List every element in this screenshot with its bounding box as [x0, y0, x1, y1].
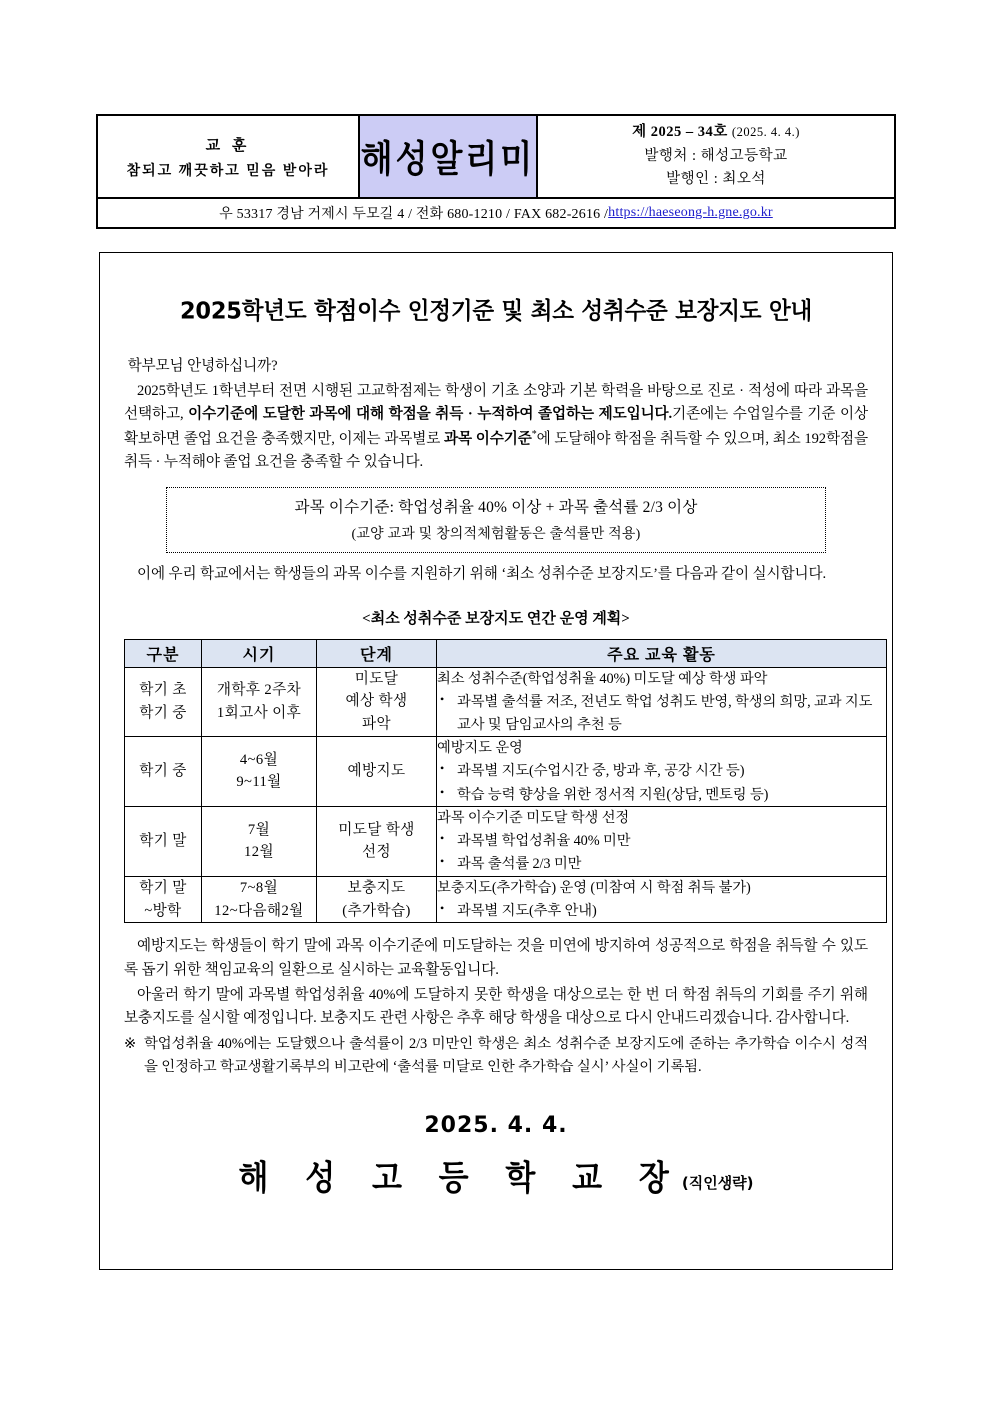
cell-activity [437, 667, 887, 736]
table-body [125, 667, 887, 923]
greeting-text: 학부모님 안녕하십니까? [127, 358, 278, 374]
criterion-line-1: 과목 이수기준: 학업성취율 40% 이상 + 과목 출석률 2/3 이상 [294, 499, 698, 517]
cell-gubun: 학기 초 학기 중 [125, 667, 202, 736]
intro-part-bold-2: 과목 이수기준 [444, 430, 532, 447]
plan-table-caption: <최소 성취수준 보장지도 연간 운영 계획> [362, 610, 630, 627]
activity-list-item: • 과목별 지도(수업시간 중, 방과 후, 공강 시간 등) [437, 760, 886, 782]
footnote-text: 학업성취율 40%에는 도달했으나 출석률이 2/3 미만인 학생은 최소 성취수준 보장지도에 준하는 추가학습 이수시 성적을 인정하고 학교생활기록부의 비고란에 ‘출석률 미달로 인한 추가학습 실시’ 사실이 기록됨. [144, 1035, 868, 1075]
publication-info-block [538, 116, 894, 197]
motto-title: 교 훈 [205, 137, 251, 154]
issue-line [632, 121, 800, 144]
cell-activity [437, 876, 887, 923]
activity-list-item: • 과목 출석률 2/3 미만 [437, 853, 886, 875]
intro-part-a: 2025학년도 1학년부터 전면 시행된 고교학점제는 학생이 기초 소양과 기본 학력을 바탕으로 진로 · 적성에 따라 과목을 선택하고, [124, 382, 868, 423]
closing-section [124, 935, 868, 1079]
signature-principal-title: 해 성 고 등 학 교 장 [238, 1158, 682, 1199]
activity-list [437, 900, 886, 922]
table-head [125, 639, 887, 667]
newsletter-brand-title: 해성알리미 [360, 136, 536, 181]
criterion-line-2: (교양 교과 및 창의적체험활동은 출석률만 적용) [351, 527, 641, 543]
intro-part-c: 기존에는 수업일수를 기준 이상 확보하면 졸업 요건을 충족했지만, 이제는 과목별로 [124, 406, 868, 447]
address-text: 우 53317 경남 거제시 두모길 4 / 전화 680-1210 / FAX 682-2616 / [219, 207, 609, 222]
motto-text: 참되고 깨끗하고 믿음 받아라 [126, 163, 330, 179]
page-title: 2025학년도 학점이수 인정기준 및 최소 성취수준 보장지도 안내 [179, 297, 813, 325]
cell-sigi: 4~6월 9~11월 [202, 737, 317, 807]
table-row [125, 737, 887, 807]
masthead-top [96, 114, 896, 198]
intro-part-bold-1: 이수기준에 도달한 과목에 대해 학점을 취득 · 누적하여 졸업하는 제도입니다. [188, 406, 673, 423]
criterion-callout-box [166, 487, 826, 553]
signature-seal-omitted: (직인생략) [681, 1174, 754, 1193]
school-motto-block [98, 116, 360, 197]
cell-dangye: 보충지도 (추가학습) [317, 876, 437, 923]
address-bar [96, 198, 896, 229]
cell-dangye: 미도달 예상 학생 파악 [317, 667, 437, 736]
issue-date: (2025. 4. 4.) [731, 125, 800, 140]
th-dangye: 단계 [317, 639, 437, 667]
table-row [125, 806, 887, 876]
th-activity: 주요 교육 활동 [437, 639, 887, 667]
masthead [96, 114, 896, 229]
signature-block [124, 1152, 868, 1197]
cell-gubun: 학기 말 ~방학 [125, 876, 202, 923]
activity-list [437, 691, 886, 736]
activity-list [437, 760, 886, 806]
activity-heading: 보충지도(추가학습) 운영 (미참여 시 학점 취득 불가) [437, 879, 751, 896]
cell-dangye: 예방지도 [317, 737, 437, 807]
footnote [124, 1033, 868, 1079]
activity-list-item: • 과목별 학업성취율 40% 미만 [437, 830, 886, 852]
activity-list [437, 830, 886, 876]
cell-activity [437, 806, 887, 876]
table-header-row [125, 639, 887, 667]
cell-gubun: 학기 중 [125, 737, 202, 807]
activity-list-item: • 과목별 지도(추후 안내) [437, 900, 886, 922]
activity-heading: 예방지도 운영 [437, 740, 523, 756]
cell-sigi: 개학후 2주차 1회고사 이후 [202, 667, 317, 736]
th-sigi: 시기 [202, 639, 317, 667]
signature-date: 2025. 4. 4. [424, 1113, 568, 1139]
closing-paragraph-2: 아울러 학기 말에 과목별 학업성취율 40%에 도달하지 못한 학생을 대상으로는 한 번 더 학점 취득의 기회를 주기 위해 보충지도를 실시할 예정입니다. 보충지도 관련 사항은 추후 해당 학생을 대상으로 다시 안내드리겠습니다. 감사합니다. [124, 986, 868, 1027]
table-row [125, 667, 887, 736]
activity-list-item: • 과목별 출석률 저조, 전년도 학업 성취도 반영, 학생의 희망, 교과 지도교사 및 담임교사의 추천 등 [437, 691, 886, 736]
intro-part-d: 에 도달해야 학점을 취득할 수 있으며, 최소 192학점을 취득 · 누적해야 졸업 요건을 충족할 수 있습니다. [124, 430, 868, 471]
footnote-mark-icon: ※ [124, 1035, 136, 1052]
cell-sigi: 7~8월 12~다음해2월 [202, 876, 317, 923]
after-box-paragraph: 이에 우리 학교에서는 학생들의 과목 이수를 지원하기 위해 ‘최소 성취수준 보장지도’를 다음과 같이 실시합니다. [137, 566, 827, 583]
issue-number: 제 2025 – 34호 [632, 124, 728, 141]
th-gubun: 구분 [125, 639, 202, 667]
intro-paragraph [124, 380, 868, 475]
activity-heading: 최소 성취수준(학업성취율 40%) 미도달 예상 학생 파악 [437, 670, 768, 687]
criterion-asterisk: * [531, 428, 537, 440]
activity-heading: 과목 이수기준 미도달 학생 선정 [437, 809, 630, 826]
cell-activity [437, 737, 887, 807]
school-website-link[interactable]: https://haeseong-h.gne.go.kr [608, 205, 773, 220]
document-body-frame [99, 252, 893, 1270]
annual-plan-table [124, 639, 887, 924]
closing-paragraph-1: 예방지도는 학생들이 학기 말에 과목 이수기준에 미도달하는 것을 미연에 방지하여 성공적으로 학점을 취득할 수 있도록 돕기 위한 책임교육의 일환으로 실시하는 교육활동입니다. [124, 938, 868, 979]
greeting-paragraph [124, 355, 868, 379]
activity-list-item: • 학습 능력 향상을 위한 정서적 지원(상담, 멘토링 등) [437, 784, 886, 806]
newsletter-brand-block [360, 116, 538, 197]
cell-gubun: 학기 말 [125, 806, 202, 876]
publisher-line: 발행처 : 해성고등학교 [644, 147, 788, 164]
table-row [125, 876, 887, 923]
cell-sigi: 7월 12월 [202, 806, 317, 876]
cell-dangye: 미도달 학생 선정 [317, 806, 437, 876]
issuer-line: 발행인 : 최오석 [666, 171, 766, 188]
